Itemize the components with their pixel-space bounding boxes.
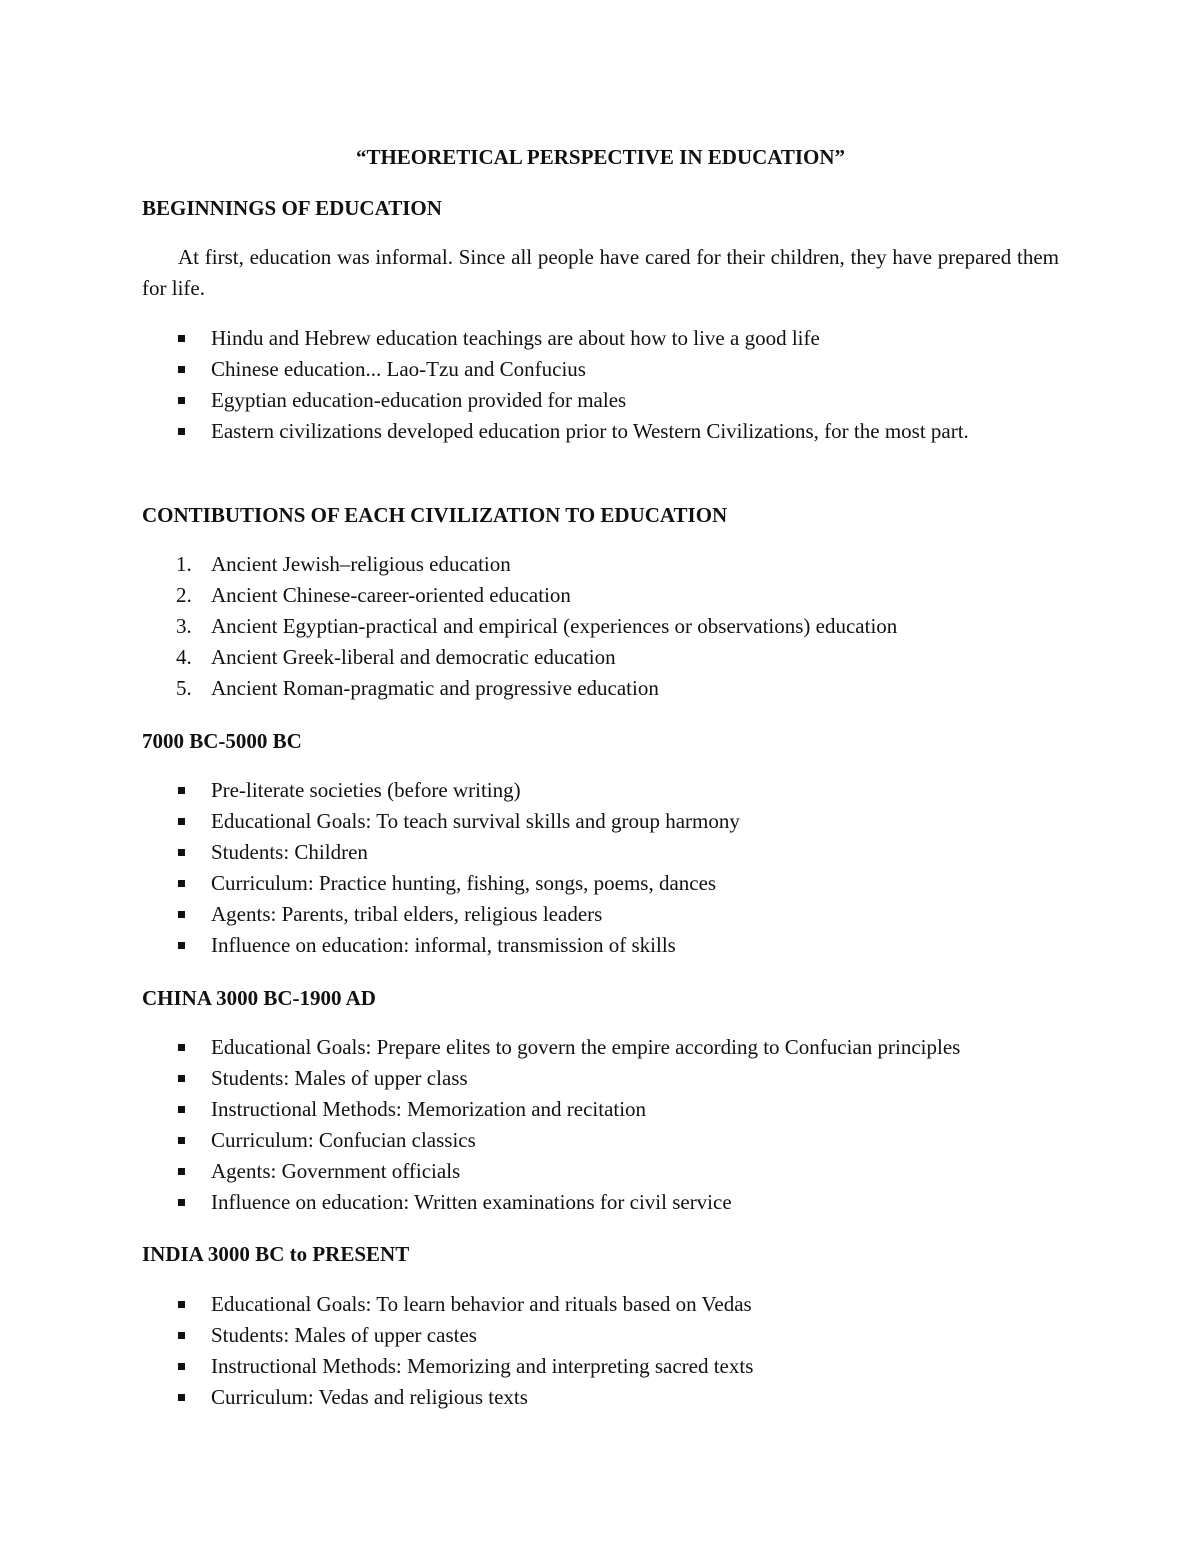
- section-heading-contributions: CONTIBUTIONS OF EACH CIVILIZATION TO EDUCATION: [142, 503, 728, 527]
- square-bullet-icon: [178, 942, 185, 949]
- intro-paragraph: At first, education was informal. Since all people have cared for their children, they have prepared them for life.: [142, 245, 1059, 300]
- square-bullet-icon: [178, 1332, 185, 1339]
- list-item: 5. Ancient Roman-pragmatic and progressive education: [176, 676, 659, 700]
- list-item: Influence on education: informal, transmission of skills: [142, 930, 1059, 961]
- list-item: Students: Males of upper class: [142, 1063, 1059, 1094]
- square-bullet-icon: [178, 1168, 185, 1175]
- square-bullet-icon: [178, 1137, 185, 1144]
- square-bullet-icon: [178, 849, 185, 856]
- square-bullet-icon: [178, 1301, 185, 1308]
- square-bullet-icon: [178, 1363, 185, 1370]
- list-item: Educational Goals: To teach survival skills and group harmony: [142, 806, 1059, 837]
- list-item: Pre-literate societies (before writing): [142, 775, 1059, 806]
- section-heading-prehistory: 7000 BC-5000 BC: [142, 729, 302, 753]
- list-item: Eastern civilizations developed education prior to Western Civilizations, for the most part.: [142, 416, 1059, 447]
- list-item: Agents: Government officials: [142, 1156, 1059, 1187]
- beginnings-bullet-list: [142, 323, 1059, 447]
- square-bullet-icon: [178, 911, 185, 918]
- prehistory-bullet-list: [142, 775, 1059, 961]
- list-item: 2. Ancient Chinese-career-oriented education: [176, 583, 571, 607]
- list-item: Chinese education... Lao-Tzu and Confucius: [142, 354, 1059, 385]
- document-title: “THEORETICAL PERSPECTIVE IN EDUCATION”: [355, 145, 846, 169]
- square-bullet-icon: [178, 1044, 185, 1051]
- list-item: Instructional Methods: Memorization and recitation: [142, 1094, 1059, 1125]
- square-bullet-icon: [178, 1199, 185, 1206]
- section-heading-india: INDIA 3000 BC to PRESENT: [142, 1242, 410, 1266]
- square-bullet-icon: [178, 428, 185, 435]
- list-item: Instructional Methods: Memorizing and interpreting sacred texts: [142, 1351, 1059, 1382]
- list-item: 3. Ancient Egyptian-practical and empirical (experiences or observations) education: [176, 614, 898, 638]
- square-bullet-icon: [178, 366, 185, 373]
- square-bullet-icon: [178, 1075, 185, 1082]
- list-item: Curriculum: Confucian classics: [142, 1125, 1059, 1156]
- square-bullet-icon: [178, 1394, 185, 1401]
- list-item: Educational Goals: To learn behavior and rituals based on Vedas: [142, 1289, 1059, 1320]
- list-item: 1. Ancient Jewish–religious education: [176, 552, 511, 576]
- list-item: Egyptian education-education provided for males: [142, 385, 1059, 416]
- list-item: Curriculum: Practice hunting, fishing, songs, poems, dances: [142, 868, 1059, 899]
- square-bullet-icon: [178, 1106, 185, 1113]
- square-bullet-icon: [178, 880, 185, 887]
- list-item: Hindu and Hebrew education teachings are about how to live a good life: [142, 323, 1059, 354]
- square-bullet-icon: [178, 818, 185, 825]
- india-bullet-list: [142, 1289, 1059, 1413]
- list-item: Influence on education: Written examinations for civil service: [142, 1187, 1059, 1218]
- square-bullet-icon: [178, 787, 185, 794]
- section-heading-china: CHINA 3000 BC-1900 AD: [142, 986, 376, 1010]
- list-item: Students: Children: [142, 837, 1059, 868]
- list-item: Curriculum: Vedas and religious texts: [142, 1382, 1059, 1413]
- square-bullet-icon: [178, 397, 185, 404]
- list-item: Agents: Parents, tribal elders, religious leaders: [142, 899, 1059, 930]
- section-heading-beginnings: BEGINNINGS OF EDUCATION: [142, 196, 442, 220]
- list-item: Educational Goals: Prepare elites to govern the empire according to Confucian principles: [142, 1032, 1059, 1063]
- contributions-numbered-list: [142, 549, 1059, 704]
- list-item: 4. Ancient Greek-liberal and democratic education: [176, 645, 616, 669]
- china-bullet-list: [142, 1032, 1059, 1218]
- square-bullet-icon: [178, 335, 185, 342]
- list-item: Students: Males of upper castes: [142, 1320, 1059, 1351]
